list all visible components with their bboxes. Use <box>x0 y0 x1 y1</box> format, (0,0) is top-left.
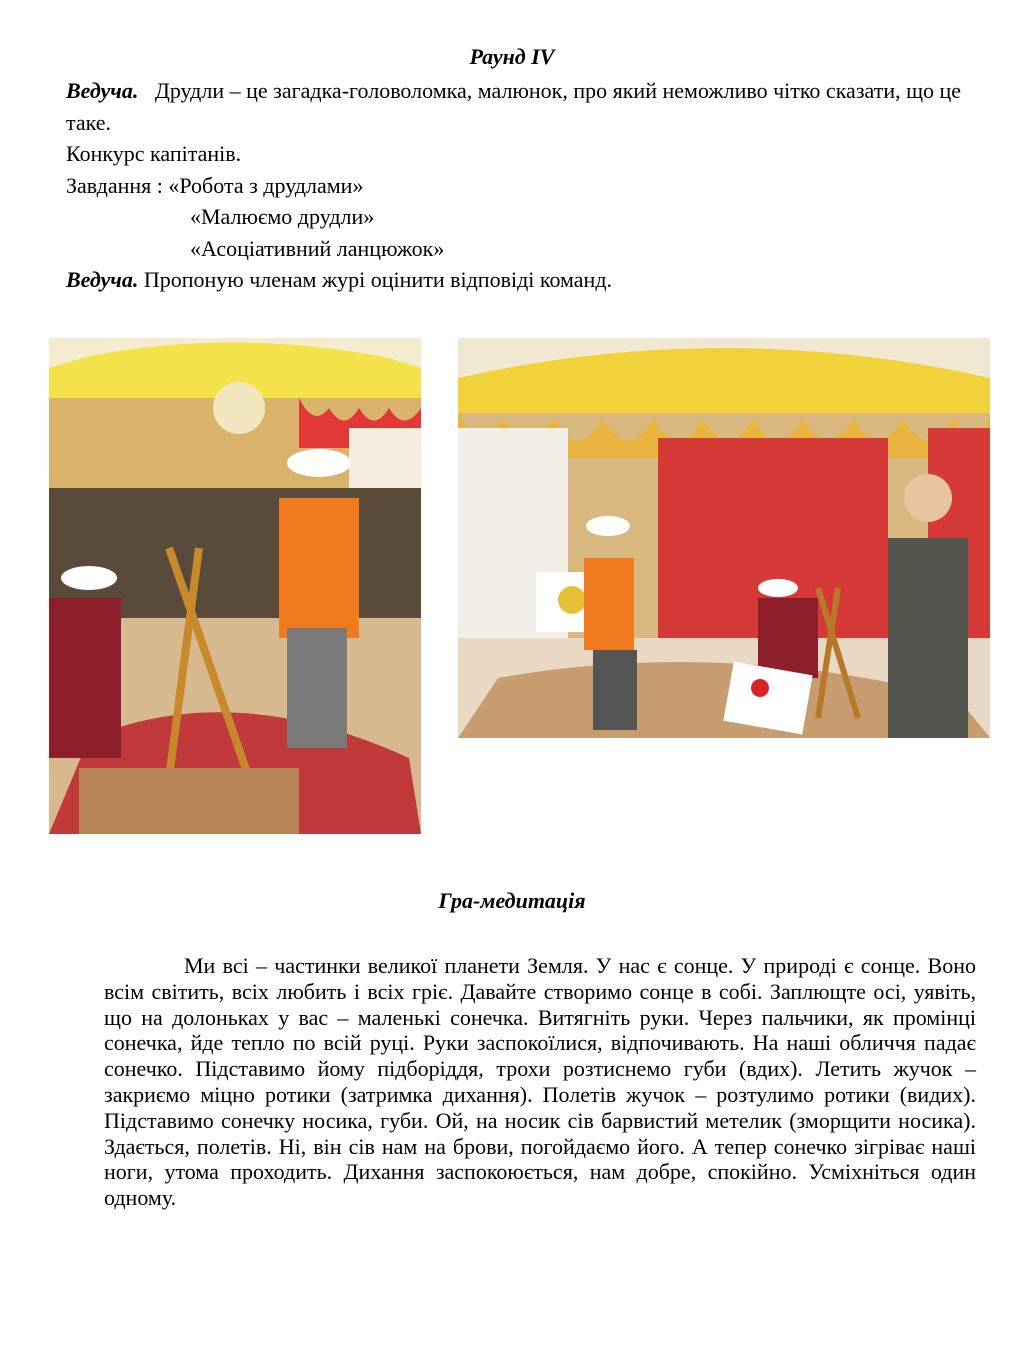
task-line: Завдання : «Робота з друдлами» <box>66 172 364 198</box>
meditation-text <box>104 953 976 1211</box>
speaker-text-2: Пропоную членам журі оцінити відповіді команд. <box>143 267 613 292</box>
intro-block <box>66 75 966 296</box>
intro-line-last <box>66 264 966 296</box>
task-line-3: «Асоціативний ланцюжок» <box>190 235 445 261</box>
meditation-paragraph: Ми всі – частинки великої планети Земля. У нас є сонце. У природі є сонце. Воно всім світить, всіх любить і всіх гріє. Давайте створимо сонце в собі. Заплющте осі, уявіть, що на долоньках у вас – маленькі сонечка. Витягніть руки. Через пальчики, як промінці сонечка, йде тепло по всій руці. Руки заспокоїлися, відпочивають. На наші обличчя падає сонечко. Підставимо йому підборіддя, трохи розтиснемо губи (вдих). Летить жучок – закриємо міцно ротики (затримка дихання). Полетів жучок – розтулимо ротики (видих). Підставимо сонечку носика, губи. Ой, на носик сів барвистий метелик (зморщити носика). Здається, полетів. Ні, він сів нам на брови, погойдаємо його. А тепер сонечко зігріває наші ноги, утома проходить. Дихання заспокоюється, нам добре, спокійно. Усміхніться один одному. <box>104 953 976 1211</box>
photo-left <box>49 338 421 834</box>
speaker-label-2: Ведуча. <box>66 267 139 292</box>
photo-right <box>458 338 990 738</box>
speaker-label: Ведуча. <box>66 78 139 103</box>
intro-line-1 <box>66 75 966 138</box>
section-title: Гра-медитація <box>438 888 586 913</box>
photo-right-image <box>458 338 990 738</box>
contest-line: Конкурс капітанів. <box>66 141 242 166</box>
photo-left-image <box>49 338 421 834</box>
speaker-text: Друдли – це загадка-головоломка, малюнок, про який неможливо чітко сказати, що це таке. <box>66 78 962 135</box>
task-line-2: «Малюємо друдли» <box>190 204 375 229</box>
round-title: Раунд IV <box>469 44 555 69</box>
